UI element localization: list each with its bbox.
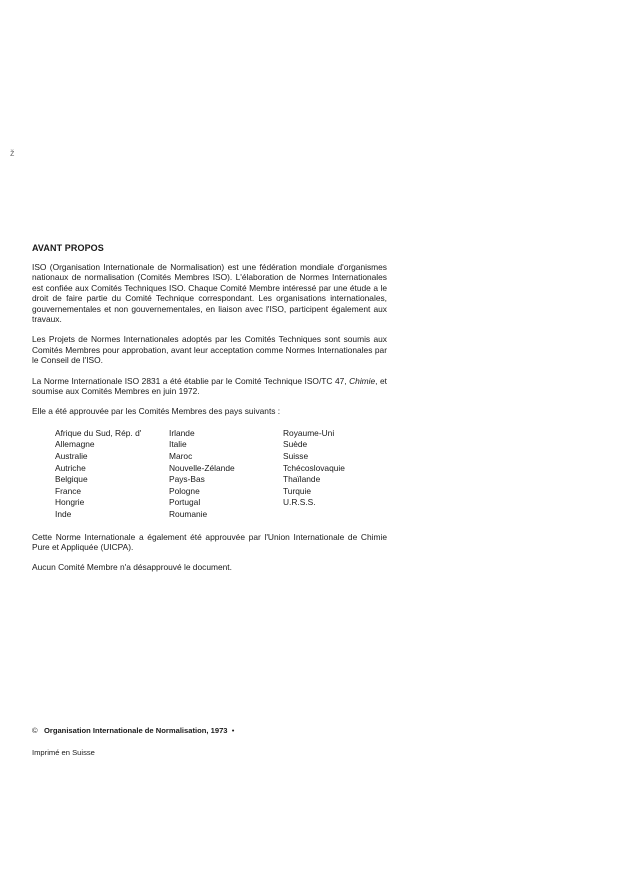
country-item: Suède (283, 439, 308, 450)
copyright-line (32, 726, 412, 736)
country-item: France (55, 485, 82, 496)
country-item: Roumanie (169, 509, 208, 520)
paragraph-no-disapproval: Aucun Comité Membre n'a désapprouvé le document. (32, 562, 232, 573)
country-item: Hongrie (55, 497, 85, 508)
country-item: Maroc (169, 451, 193, 462)
committee-name-italic: Chimie (349, 375, 376, 386)
copyright-bullet: • (231, 726, 235, 735)
paragraph-draft-standards: Les Projets de Normes Internationales adoptés par les Comités Techniques sont soumis aux Comités Membres pour approbation, avant leur acceptation comme Normes Internationales par le Conseil de l'ISO. (32, 334, 387, 366)
country-item: Portugal (169, 497, 201, 508)
country-item: Nouvelle-Zélande (169, 462, 235, 473)
scan-speck: ž (10, 148, 15, 158)
paragraph-iso-2831 (32, 376, 387, 397)
country-item: Pays-Bas (169, 474, 205, 485)
paragraph-iso-2831-start: La Norme Internationale ISO 2831 a été établie par le Comité Technique ISO/TC 47, (32, 375, 350, 386)
paragraph-approval-intro: Elle a été approuvée par les Comités Membres des pays suivants : (32, 406, 281, 417)
page-footer (32, 726, 412, 758)
country-item: Suisse (283, 451, 309, 462)
country-item: Turquie (283, 485, 312, 496)
country-item: Australie (55, 451, 88, 462)
country-item: Autriche (55, 462, 86, 473)
country-item: Pologne (169, 485, 200, 496)
paragraph-iso-2831-end: , et soumise aux Comités Membres en juin 1972. (32, 375, 387, 397)
country-item: Thaïlande (283, 474, 321, 485)
country-item: Afrique du Sud, Rép. d' (55, 427, 142, 438)
foreword-section (32, 242, 387, 584)
paragraph-iso-intro: ISO (Organisation Internationale de Normalisation) est une fédération mondiale d'organismes nationaux de normalisation (Comités Membres ISO). L'élaboration de Normes Internationales est confiée aux Comités Techniques ISO. Chaque Comité Membre intéressé par une étude a le droit de faire partie du Comité Technique correspondant. Les organisations internationales, gouvernementales et non gouvernementales, en liaison avec l'ISO, participent également aux travaux. (32, 262, 387, 325)
copyright-symbol: © (32, 726, 38, 735)
country-item: Belgique (55, 474, 88, 485)
foreword-heading: AVANT PROPOS (32, 243, 104, 253)
country-item: Italie (169, 439, 187, 450)
paragraph-iupac-approval: Cette Norme Internationale a également été approuvée par l'Union Internationale de Chimie Pure et Appliquée (UICPA). (32, 531, 387, 553)
countries-column-2 (169, 428, 283, 521)
printed-in-label: Imprimé en Suisse (32, 748, 95, 757)
country-item: Allemagne (55, 439, 95, 450)
approving-countries-list (55, 428, 387, 521)
country-item: Inde (55, 509, 72, 520)
country-item: Royaume-Uni (283, 427, 335, 438)
country-item: Tchécoslovaquie (283, 462, 345, 473)
country-item: Irlande (169, 427, 195, 438)
copyright-organization: Organisation Internationale de Normalisation, 1973 (43, 726, 228, 735)
countries-column-3 (283, 428, 393, 521)
country-item: U.R.S.S. (283, 497, 316, 508)
countries-column-1 (55, 428, 169, 521)
